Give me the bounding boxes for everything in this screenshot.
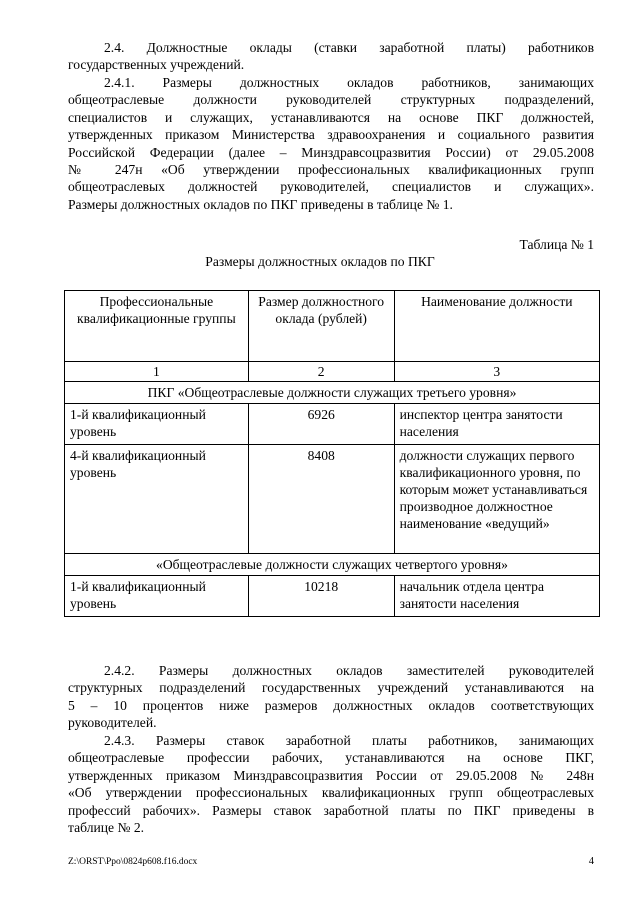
- paragraph-2-4-3: [68, 732, 594, 836]
- paragraph-2-4: [68, 39, 594, 74]
- column-number-1: 1: [65, 362, 249, 382]
- group-fourth-level: «Общеотраслевые должности служащих четвертого уровня»: [65, 554, 600, 576]
- p4-line-3: утвержденных приказом Минздравсоцразвития России от 29.05.2008 № 248н: [68, 767, 594, 783]
- row-level: 1-й квалификационный уровень: [65, 576, 249, 617]
- p2-line-7: общеотраслевых должностей руководителей, специалистов и служащих».: [68, 179, 594, 195]
- row-salary: 8408: [248, 445, 394, 554]
- table-row: [65, 404, 600, 445]
- header-salary-size: Размер должностного оклада (рублей): [248, 291, 394, 362]
- paragraph-2-4-1: [68, 74, 594, 213]
- p2-line-4: утвержденных приказом Министерства здравоохранения и социального развития: [68, 127, 594, 143]
- row-position: инспектор центра занятости населения: [394, 404, 599, 445]
- row-level: 1-й квалификационный уровень: [65, 404, 249, 445]
- row-position: начальник отдела центра занятости населения: [394, 576, 599, 617]
- p4-line-2: общеотраслевые профессии рабочих, устанавливаются на основе ПКГ,: [68, 750, 594, 766]
- p4-line-5: профессий рабочих». Размеры ставок заработной платы по ПКГ приведены в: [68, 802, 594, 818]
- p3-line-2: структурных подразделений государственных учреждений устанавливаются на: [68, 680, 594, 696]
- table-row: [65, 576, 600, 617]
- table-group-row: [65, 382, 600, 404]
- p3-line-3: 5 – 10 процентов ниже размеров должностных окладов соответствующих: [68, 697, 594, 713]
- group-third-level: ПКГ «Общеотраслевые должности служащих третьего уровня»: [65, 382, 600, 404]
- p2-line-2: общеотраслевые должности руководителей структурных подразделений,: [68, 92, 594, 108]
- salary-table: [64, 290, 600, 617]
- table-group-row: [65, 554, 600, 576]
- row-salary: 10218: [248, 576, 394, 617]
- table-title: Размеры должностных окладов по ПКГ: [205, 254, 435, 269]
- p1-line-1: 2.4. Должностные оклады (ставки заработной платы) работников: [104, 40, 594, 55]
- p4-line-4: «Об утверждении профессиональных квалификационных групп общеотраслевых: [68, 785, 594, 801]
- table-row: [65, 445, 600, 554]
- p1-line-2: государственных учреждений.: [68, 57, 245, 73]
- footer-file-path: Z:\ORST\Ppo\0824p608.f16.docx: [68, 857, 198, 867]
- p2-line-5: Российской Федерации (далее – Минздравсоцразвития России) от 29.05.2008: [68, 144, 594, 160]
- row-level: 4-й квалификационный уровень: [65, 445, 249, 554]
- p4-line-6: таблице № 2.: [68, 820, 145, 836]
- table-caption: Таблица № 1: [519, 237, 594, 252]
- table-header-row: [65, 291, 600, 362]
- p2-line-3: специалистов и служащих, устанавливаются на основе ПКГ должностей,: [68, 109, 594, 125]
- header-position-name: Наименование должности: [394, 291, 599, 362]
- column-number-3: 3: [394, 362, 599, 382]
- p2-line-1: 2.4.1. Размеры должностных окладов работников, занимающих: [104, 75, 594, 90]
- page-number: 4: [588, 856, 594, 867]
- paragraph-2-4-2: [68, 662, 594, 732]
- table-column-numbers: [65, 362, 600, 382]
- header-qualification-groups: Профессиональные квалификационные группы: [65, 291, 249, 362]
- p2-line-6: № 247н «Об утверждении профессиональных квалификационных групп: [68, 162, 594, 178]
- p4-line-1: 2.4.3. Размеры ставок заработной платы работников, занимающих: [104, 733, 594, 748]
- column-number-2: 2: [248, 362, 394, 382]
- row-position: должности служащих первого квалификационного уровня, по которым может устанавливаться производное должностное наименование «ведущий»: [394, 445, 599, 554]
- p3-line-1: 2.4.2. Размеры должностных окладов заместителей руководителей: [104, 663, 594, 678]
- row-salary: 6926: [248, 404, 394, 445]
- p3-line-4: руководителей.: [68, 715, 157, 731]
- p2-line-8: Размеры должностных окладов по ПКГ приведены в таблице № 1.: [68, 196, 453, 212]
